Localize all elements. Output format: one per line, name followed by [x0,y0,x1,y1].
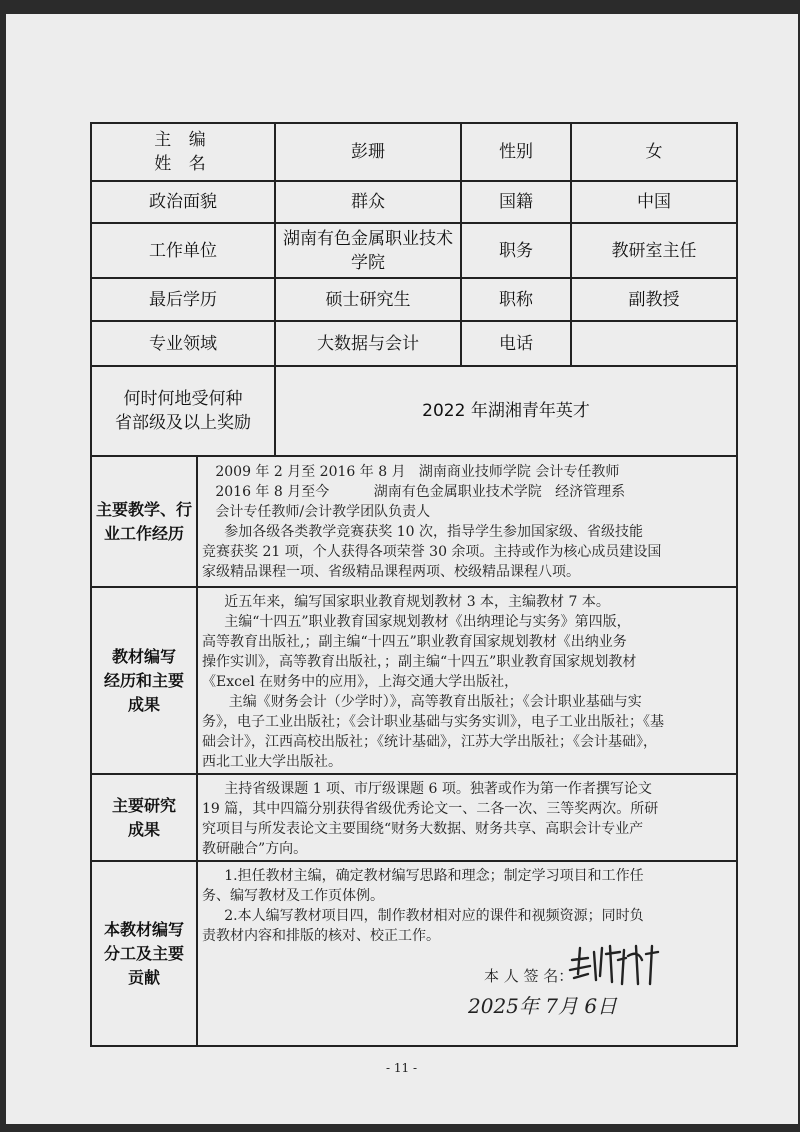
label-research: 主要研究 成果 [111,795,176,839]
value-awards: 2022 年湖湘青年英才 [422,401,590,421]
label-textbooks: 教材编写 经历和主要 成果 [103,646,184,714]
value-phone [572,322,736,365]
text-line: 主编“十四五”职业教育国家规划教材《出纳理论与实务》第四版， [202,614,631,630]
text-line: 1.担任教材主编，确定教材编写思路和理念；制定学习项目和工作任 [202,868,644,884]
text-line: 务》，电子工业出版社；《会计职业基础与实务实训》，电子工业出版社；《基 [202,714,664,730]
label-field: 专业领域 [149,333,217,354]
value-field: 大数据与会计 [317,333,419,354]
text-line: 西北工业大学出版社。 [202,754,342,770]
value-editor-name: 彭珊 [351,142,385,162]
value-gender: 女 [645,142,663,162]
label-contribution: 本教材编写 分工及主要 贡献 [103,919,184,987]
value-position: 教研室主任 [611,240,697,261]
signature [566,940,666,988]
label-education: 最后学历 [149,289,217,310]
text-line: 近五年来，编写国家职业教育规划教材 3 本，主编教材 7 本。 [202,594,610,610]
text-line: 19 篇，其中四篇分别获得省级优秀论文一、二各一次、三等奖两次。所研 [202,801,659,817]
text-line: 《Excel 在财务中的应用》，上海交通大学出版社， [202,674,519,690]
text-line: 家级精品课程一项、省级精品课程两项、校级精品课程八项。 [202,564,580,580]
label-awards: 何时何地受何种 省部级及以上奖励 [115,389,251,433]
text-line: 础会计》，江西高校出版社；《统计基础》，江苏大学出版社；《会计基础》， [202,734,657,750]
text-line: 操作实训》，高等教育出版社，；副主编“十四五”职业教育国家规划教材 [202,654,637,670]
text-line: 2016 年 8 月至今 湖南有色金属职业技术学院 经济管理系 [202,484,626,500]
value-nationality: 中国 [637,192,671,212]
label-gender: 性别 [499,142,533,162]
label-employer: 工作单位 [149,240,217,261]
label-nationality: 国籍 [499,192,533,212]
text-line: 高等教育出版社,；副主编“十四五”职业教育国家规划教材《出纳业务 [202,634,627,650]
text-line: 究项目与所发表论文主要围绕“财务大数据、财务共享、高职会计专业产 [202,821,644,837]
value-education: 硕士研究生 [325,289,411,310]
text-line: 2009 年 2 月至 2016 年 8 月 湖南商业技师学院 会计专任教师 [202,464,620,480]
text-line: 竞赛获奖 21 项，个人获得各项荣誉 30 余项。主持或作为核心成员建设国 [202,544,662,560]
signature-date: 2025年 7月 6日 [468,994,618,1018]
signature-label: 本 人 签 名： [484,967,574,985]
label-editor-name: 主 编 姓 名 [154,130,212,174]
text-line: 2.本人编写教材项目四，制作教材相对应的课件和视频资源；同时负 [202,908,644,924]
text-line: 主编《财务会计（少学时）》，高等教育出版社；《会计职业基础与实 [202,694,642,710]
value-political-status: 群众 [351,192,385,212]
text-line: 会计专任教师/会计教学团队负责人 [202,504,431,520]
value-employer: 湖南有色金属职业技术 学院 [283,228,453,273]
page-number: - 11 - [386,1061,418,1075]
text-line: 责教材内容和排版的核对、校正工作。 [202,928,440,944]
label-position: 职务 [499,240,533,261]
label-title: 职称 [499,289,533,310]
label-experience: 主要教学、行 业工作经历 [95,499,192,543]
text-line: 务、编写教材及工作页体例。 [202,888,384,904]
value-title: 副教授 [628,289,680,310]
text-line: 教研融合”方向。 [202,841,308,857]
text-line: 参加各级各类教学竞赛获奖 10 次，指导学生参加国家级、省级技能 [202,524,643,540]
text-line: 主持省级课题 1 项、市厅级课题 6 项。独著或作为第一作者撰写论文 [202,781,652,797]
label-political-status: 政治面貌 [149,192,217,212]
label-phone: 电话 [499,333,533,354]
